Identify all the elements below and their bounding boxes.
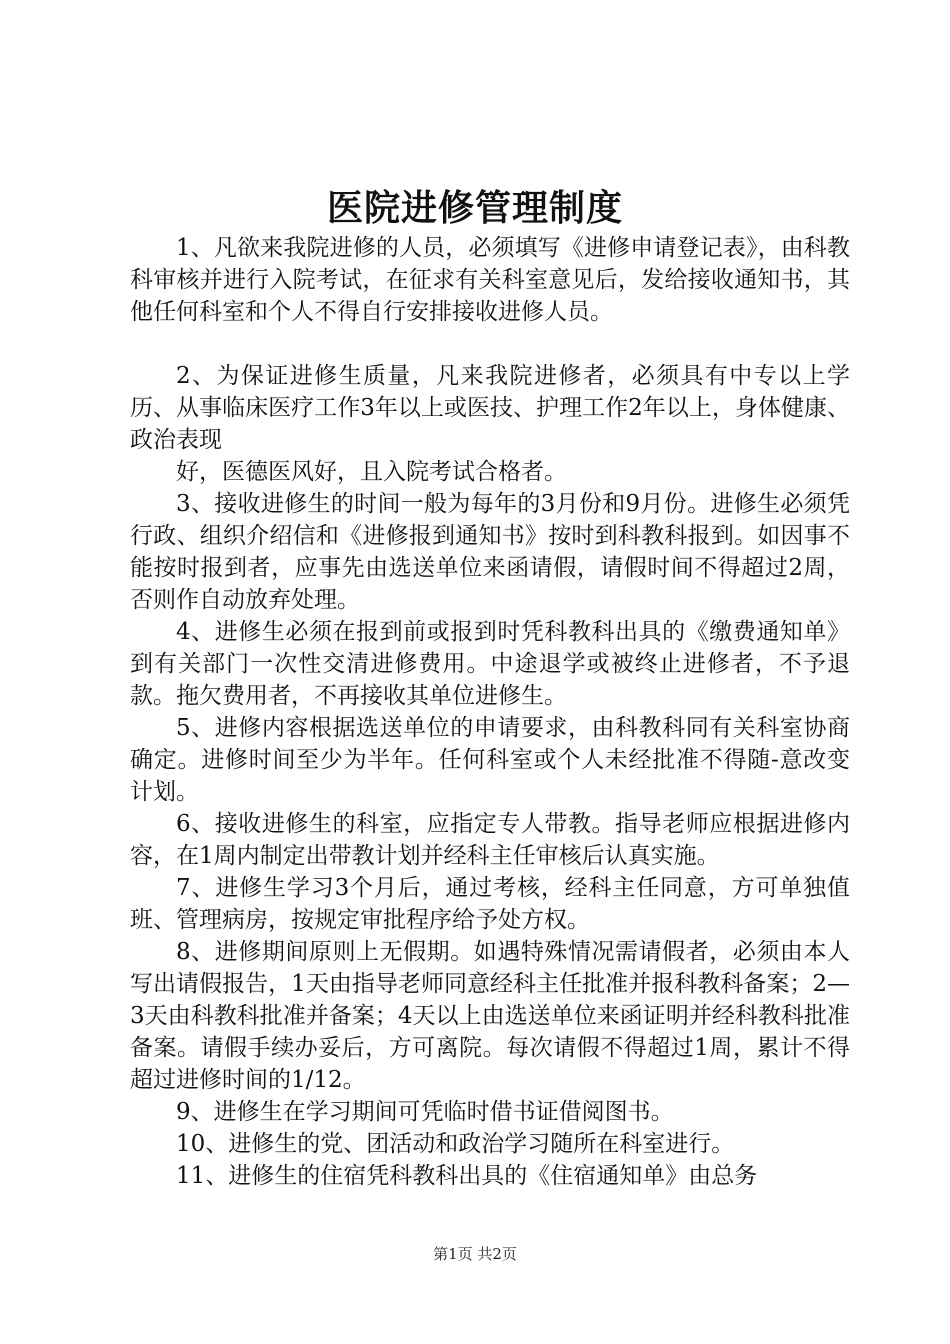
- paragraph-1: 1、凡欲来我院进修的人员，必须填写《进修申请登记表》，由科教科审核并进行入院考试，在征求有关科室意见后，发给接收通知书，其他任何科室和个人不得自行安排接收进修人员。: [130, 235, 850, 325]
- page-footer: 第1页 共2页: [433, 1245, 517, 1263]
- paragraph-8: 8、进修期间原则上无假期。如遇特殊情况需请假者，必须由本人写出请假报告，1天由指导老师同意经科主任批准并报科教科备案；2—3天由科教科批准并备案；4天以上由选送单位来函证明并经科教科批准备案。请假手续办妥后，方可离院。每次请假不得超过1周，累计不得超过进修时间的1/12。: [130, 939, 850, 1093]
- paragraph-3: 3、接收进修生的时间一般为每年的3月份和9月份。进修生必须凭行政、组织介绍信和《进修报到通知书》按时到科教科报到。如因事不能按时报到者，应事先由选送单位来函请假，请假时间不得超过2周，否则作自动放弃处理。: [130, 491, 850, 613]
- paragraph-2-continued: 好，医德医风好，且入院考试合格者。: [176, 459, 567, 485]
- paragraph-2: 2、为保证进修生质量，凡来我院进修者，必须具有中专以上学历、从事临床医疗工作3年以上或医技、护理工作2年以上，身体健康、政治表现: [130, 363, 850, 453]
- paragraph-10: 10、进修生的党、团活动和政治学习随所在科室进行。: [176, 1131, 735, 1157]
- document-body: [130, 232, 850, 1192]
- paragraph-5: 5、进修内容根据选送单位的申请要求，由科教科同有关科室协商确定。进修时间至少为半年。任何科室或个人未经批准不得随-意改变计划。: [130, 715, 850, 805]
- paragraph-11: 11、进修生的住宿凭科教科出具的《住宿通知单》由总务: [176, 1163, 758, 1189]
- paragraph-7: 7、进修生学习3个月后，通过考核，经科主任同意，方可单独值班、管理病房，按规定审批程序给予处方权。: [130, 875, 850, 933]
- paragraph-4: 4、进修生必须在报到前或报到时凭科教科出具的《缴费通知单》到有关部门一次性交清进修费用。中途退学或被终止进修者，不予退款。拖欠费用者，不再接收其单位进修生。: [130, 619, 850, 709]
- document-title: 医院进修管理制度: [326, 187, 623, 229]
- paragraph-6: 6、接收进修生的科室，应指定专人带教。指导老师应根据进修内容，在1周内制定出带教计划并经科主任审核后认真实施。: [130, 811, 850, 869]
- paragraph-9: 9、进修生在学习期间可凭临时借书证借阅图书。: [176, 1099, 674, 1125]
